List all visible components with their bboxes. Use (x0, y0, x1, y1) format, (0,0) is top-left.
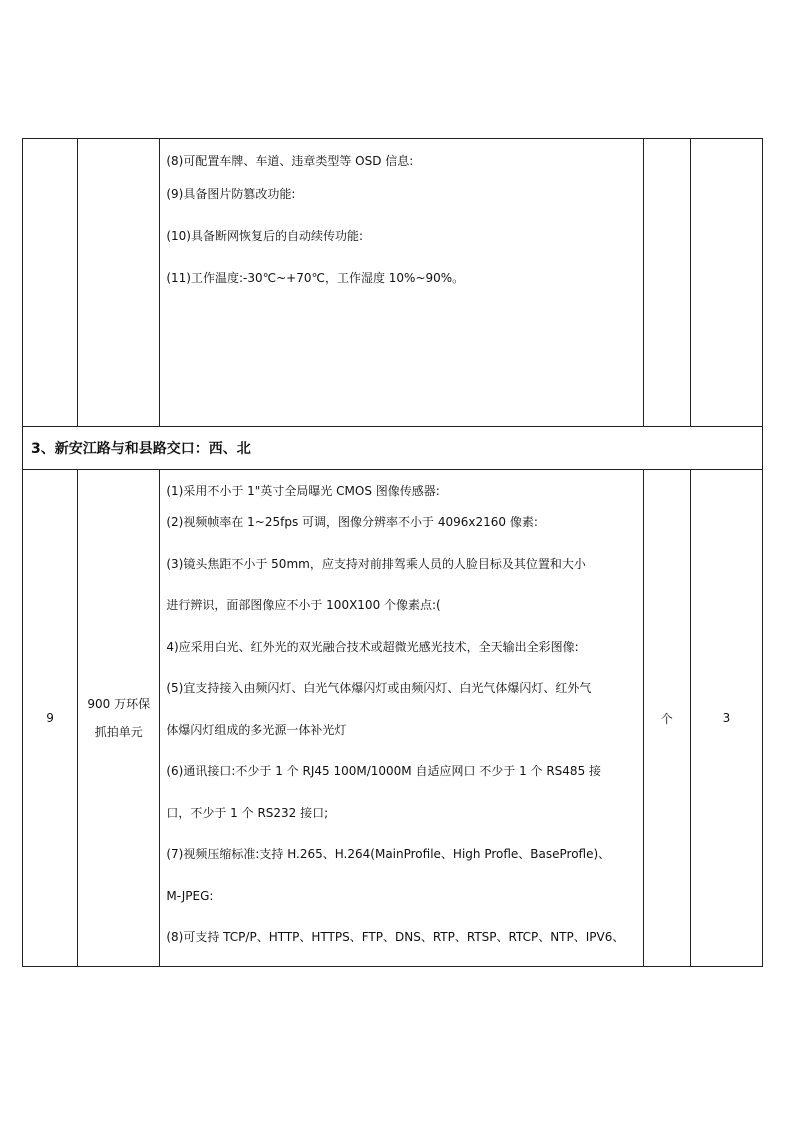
requirement-line: (7)视频压缩标准:支持 H.265、H.264(MainProfile、High Profle、BaseProfle)、 (166, 847, 611, 861)
number-cell (23, 139, 78, 427)
requirements-cell (160, 139, 643, 427)
item-unit: 个 (643, 470, 690, 967)
requirement-line: M-JPEG: (166, 888, 214, 903)
item-quantity: 3 (690, 470, 762, 967)
spec-table (22, 138, 763, 967)
requirement-line: (8)可支持 TCP/P、HTTP、HTTPS、FTP、DNS、RTP、RTSP、RTCP、NTP、IPV6、 (166, 930, 625, 944)
item-name-line1: 900 万环保 (87, 697, 151, 711)
requirement-line: (1)采用不小于 1"英寸全局曝光 CMOS 图像传感器: (166, 484, 440, 498)
quantity-cell (690, 139, 762, 427)
requirement-line: 口，不少于 1 个 RS232 接口; (166, 805, 329, 820)
requirement-line: 体爆闪灯组成的多光源一体补光灯 (166, 722, 347, 737)
requirement-line: 4)应采用白光、红外光的双光融合技术或超微光感光技术，全天输出全彩图像: (166, 639, 579, 654)
requirement-line: (2)视频帧率在 1~25fps 可调，图像分辨率不小于 4096x2160 像素: (166, 515, 538, 529)
section-title: 3、新安江路与和县路交口：西、北 (31, 441, 251, 457)
name-cell (78, 139, 160, 427)
item-requirements-cell (160, 470, 643, 967)
requirement-line: (8)可配置车牌、车道、违章类型等 OSD 信息: (166, 154, 414, 168)
requirement-line: 进行辨识，面部图像应不小于 100X100 个像素点:( (166, 598, 441, 612)
requirement-line: (3)镜头焦距不小于 50mm，应支持对前排驾乘人员的人脸目标及其位置和大小 (166, 556, 586, 571)
continuation-row (23, 139, 763, 427)
requirement-line: (6)通讯接口:不少于 1 个 RJ45 100M/1000M 自适应网口 不少于 1 个 RS485 接 (166, 764, 602, 778)
section-heading-cell (23, 427, 763, 470)
item-number: 9 (23, 470, 78, 967)
item-name-cell (78, 470, 160, 967)
item-row (23, 470, 763, 967)
unit-cell (643, 139, 690, 427)
requirement-line: (11)工作温度:-30℃~+70℃，工作湿度 10%~90%。 (166, 271, 465, 285)
section-row (23, 427, 763, 470)
item-name-line2: 抓拍单元 (94, 725, 143, 739)
requirement-line: (5)宜支持接入由频闪灯、白光气体爆闪灯或由频闪灯、白光气体爆闪灯、红外气 (166, 681, 592, 695)
requirement-line: (9)具备图片防篡改功能: (166, 187, 296, 201)
requirement-line: (10)具备断网恢复后的自动续传功能: (166, 229, 364, 243)
